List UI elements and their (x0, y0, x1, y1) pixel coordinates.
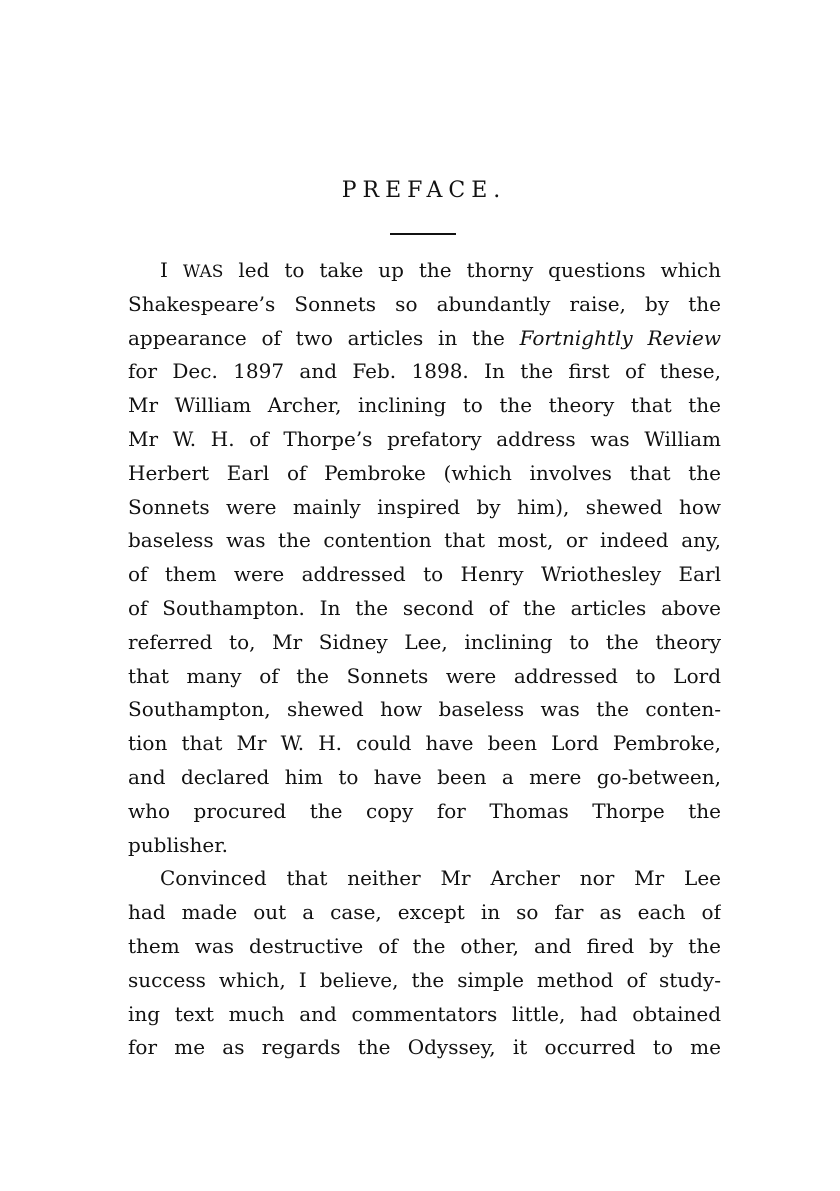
text-line: Mr W. H. of Thorpe’s prefatory address was William (128, 426, 721, 451)
text-line: Mr William Archer, inclining to the theory that the (128, 393, 721, 418)
text-line: success which, I believe, the simple method of study- (128, 967, 721, 992)
paragraph-2 (128, 862, 721, 1065)
text-line: of them were addressed to Henry Wriothesley Earl (128, 562, 721, 587)
text-line: Sonnets were mainly inspired by him), shewed how (128, 494, 721, 519)
line-text: appearance of two articles in the (128, 325, 520, 350)
first-word: I (160, 258, 168, 282)
text-line (128, 322, 721, 356)
text-line (128, 254, 721, 288)
text-line: Herbert Earl of Pembroke (which involves that the (128, 460, 721, 485)
journal-title: Fortnightly Review (519, 325, 721, 350)
text-line: tion that Mr W. H. could have been Lord Pembroke, (128, 731, 721, 756)
text-line: Shakespeare’s Sonnets so abundantly raise, by the (128, 291, 721, 316)
text-line: publisher. (128, 832, 228, 857)
text-line: Southampton, shewed how baseless was the conten- (128, 697, 721, 722)
text-line: for me as regards the Odyssey, it occurred to me (128, 1035, 721, 1060)
text-line: Convinced that neither Mr Archer nor Mr Lee (160, 866, 721, 891)
heading-rule (390, 233, 456, 235)
text-line: that many of the Sonnets were addressed to Lord (128, 663, 721, 688)
text-line: baseless was the contention that most, or indeed any, (128, 528, 721, 553)
preface-text (128, 254, 721, 1065)
text-line: who procured the copy for Thomas Thorpe the (128, 798, 721, 823)
small-caps-word: WAS (182, 262, 224, 282)
text-line: for Dec. 1897 and Feb. 1898. In the first of these, (128, 359, 721, 384)
text-line: ing text much and commentators little, had obtained (128, 1001, 721, 1026)
text-line: them was destructive of the other, and fired by the (128, 933, 721, 958)
line-text: led to take up the thorny questions which (223, 258, 721, 282)
text-line: had made out a case, except in so far as each of (128, 900, 721, 925)
text-line: and declared him to have been a mere go-between, (128, 764, 721, 789)
page-heading: PREFACE. (341, 178, 507, 203)
paragraph-1 (128, 254, 721, 862)
text-line: of Southampton. In the second of the articles above (128, 595, 721, 620)
text-line: referred to, Mr Sidney Lee, inclining to the theory (128, 629, 721, 654)
